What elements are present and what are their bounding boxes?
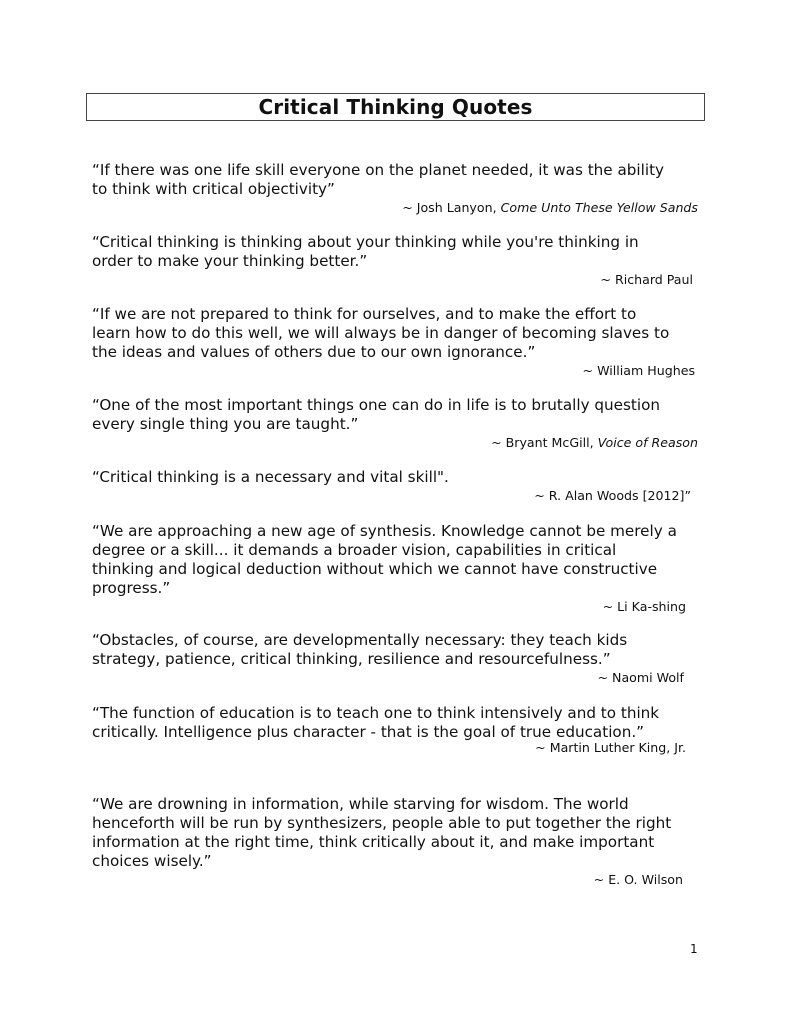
quote-attribution — [92, 271, 704, 288]
quote-text: “Obstacles, of course, are developmentally necessary: they teach kids strategy, patience, critical thinking, resilience and resourcefulness.” — [92, 631, 628, 668]
quote-text: “We are drowning in information, while starving for wisdom. The world henceforth will be run by synthesizers, people able to put together the right information at the right time, think critically about it, and make important choices wisely.” — [92, 795, 672, 870]
quote-text: “One of the most important things one can do in life is to brutally question every single thing you are taught.” — [92, 396, 661, 433]
quote-author: ~ Bryant McGill, — [491, 435, 598, 450]
quote-block — [92, 522, 704, 615]
quote-author: ~ Naomi Wolf — [597, 670, 684, 685]
quote-attribution — [92, 199, 704, 216]
title-box — [86, 93, 705, 121]
quote-author: ~ Martin Luther King, Jr. — [535, 740, 686, 755]
quote-block — [92, 305, 704, 379]
quote-author: ~ Li Ka-shing — [602, 599, 686, 614]
quote-attribution — [92, 434, 704, 451]
page-number: 1 — [690, 942, 698, 956]
quote-attribution — [92, 487, 704, 504]
quote-block — [92, 795, 704, 888]
quote-source: Come Unto These Yellow Sands — [500, 200, 698, 215]
quote-author: ~ William Hughes — [582, 363, 695, 378]
quote-block — [92, 704, 704, 756]
quote-text: “Critical thinking is thinking about your thinking while you're thinking in order to make your thinking better.” — [92, 233, 639, 270]
quote-attribution — [92, 362, 704, 379]
page-title: Critical Thinking Quotes — [258, 95, 533, 119]
quote-attribution — [92, 871, 704, 888]
quote-author: ~ Josh Lanyon, — [402, 200, 501, 215]
quote-attribution — [92, 598, 704, 615]
quote-source: Voice of Reason — [597, 435, 698, 450]
quote-author: ~ R. Alan Woods [2012]” — [534, 488, 691, 503]
quote-text: “Critical thinking is a necessary and vital skill". — [92, 468, 449, 486]
quote-block — [92, 631, 704, 686]
quote-text: “If there was one life skill everyone on the planet needed, it was the ability to think with critical objectivity” — [92, 161, 665, 198]
quote-text: “We are approaching a new age of synthesis. Knowledge cannot be merely a degree or a skill... it demands a broader vision, capabilities in critical thinking and logical deduction without which we cannot have constructive progress.” — [92, 522, 677, 597]
quote-author: ~ Richard Paul — [600, 272, 693, 287]
quote-block — [92, 468, 704, 504]
quote-block — [92, 396, 704, 451]
quote-author: ~ E. O. Wilson — [593, 872, 683, 887]
quote-block — [92, 233, 704, 288]
quote-attribution — [92, 669, 704, 686]
quote-text: “If we are not prepared to think for ourselves, and to make the effort to learn how to do this well, we will always be in danger of becoming slaves to the ideas and values of others due to our own ignorance.” — [92, 305, 670, 361]
quote-text: “The function of education is to teach one to think intensively and to think critically. Intelligence plus character - that is the goal of true education.” — [92, 704, 660, 741]
quote-block — [92, 161, 704, 216]
